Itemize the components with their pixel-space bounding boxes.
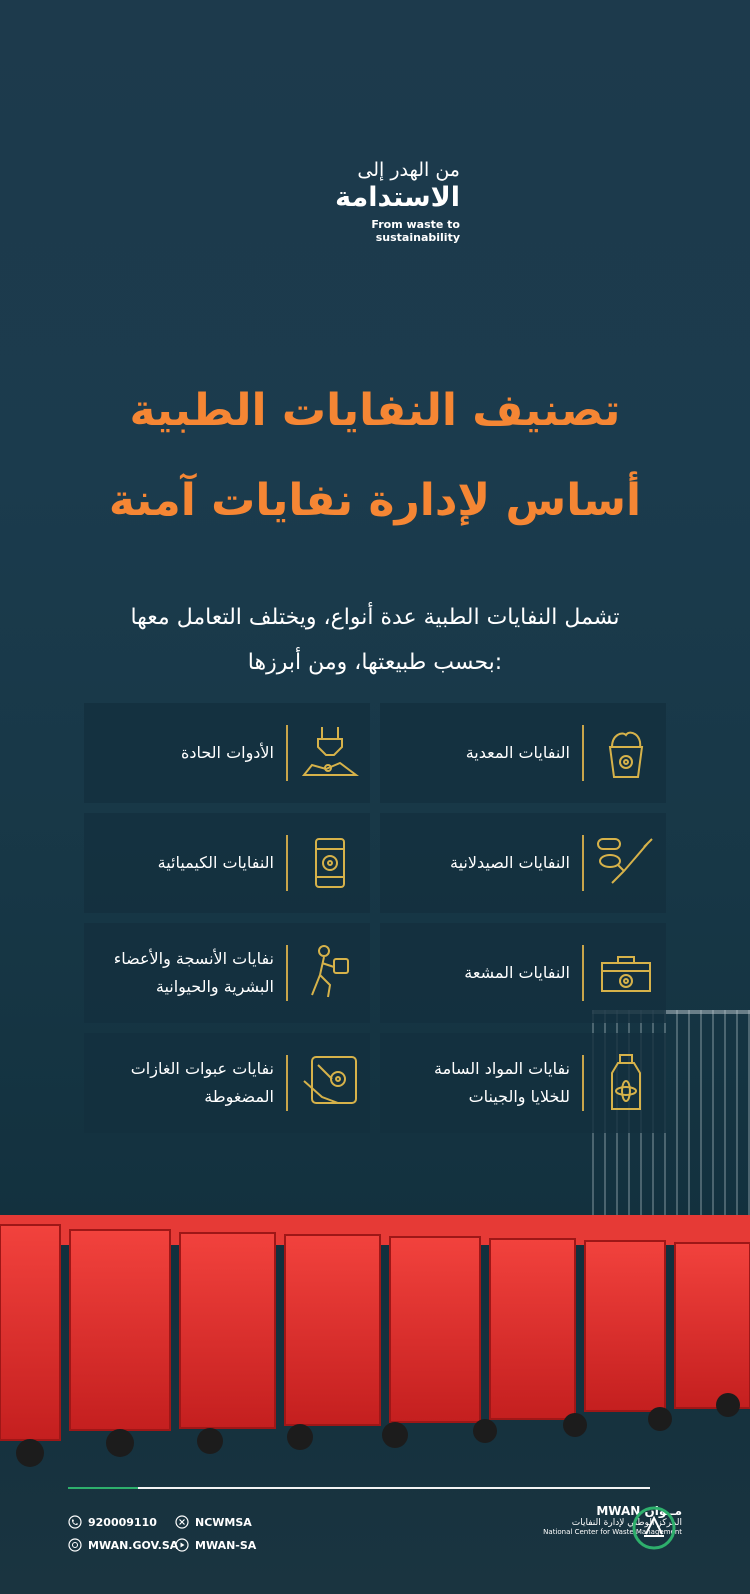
contact-phone-text: 920009110 bbox=[88, 1515, 157, 1529]
separator bbox=[286, 725, 288, 781]
biohazard-bin-icon bbox=[594, 721, 658, 785]
contact-youtube-text: MWAN-SA bbox=[195, 1538, 257, 1552]
youtube-icon bbox=[175, 1538, 189, 1552]
slogan bbox=[290, 158, 460, 244]
category-label: النفايات المعدية bbox=[465, 743, 570, 762]
category-label: نفايات عبوات الغازات المضغوطة bbox=[130, 1059, 274, 1106]
chemical-barrel-icon bbox=[298, 831, 362, 895]
radioactive-box-icon bbox=[594, 941, 658, 1005]
gas-cylinder-icon bbox=[298, 1051, 362, 1115]
category-card-gas-cylinders bbox=[84, 1033, 370, 1133]
red-bins-photo bbox=[0, 1195, 750, 1475]
carrying-person-icon bbox=[298, 941, 362, 1005]
slogan-ar-line2: الاستدامة bbox=[335, 182, 460, 213]
slogan-en: From waste to sustainability bbox=[371, 218, 460, 244]
category-card-radioactive bbox=[380, 923, 666, 1023]
category-card-sharps bbox=[84, 703, 370, 803]
intro-line1: تشمل النفايات الطبية عدة أنواع، ويختلف التعامل معها bbox=[130, 605, 620, 630]
separator bbox=[582, 945, 584, 1001]
mwan-emblem-icon bbox=[632, 1506, 676, 1550]
separator bbox=[286, 1055, 288, 1111]
separator bbox=[286, 835, 288, 891]
category-label: نفايات المواد السامة للخلايا والجينات bbox=[433, 1059, 570, 1106]
category-card-infectious bbox=[380, 703, 666, 803]
phone-icon bbox=[68, 1515, 82, 1529]
x-icon bbox=[175, 1515, 189, 1529]
separator bbox=[582, 835, 584, 891]
toxic-bottle-icon bbox=[594, 1051, 658, 1115]
separator bbox=[582, 1055, 584, 1111]
category-card-pharmaceutical bbox=[380, 813, 666, 913]
sharp-tools-icon bbox=[298, 721, 362, 785]
contact-x-text: NCWMSA bbox=[195, 1515, 252, 1529]
category-label: النفايات الصيدلانية bbox=[450, 853, 570, 872]
category-card-tissue bbox=[84, 923, 370, 1023]
category-card-cytotoxic bbox=[380, 1033, 666, 1133]
logo-mwan: MWAN مــوان bbox=[596, 1504, 682, 1518]
category-label: النفايات المشعة bbox=[464, 963, 570, 982]
category-label: النفايات الكيميائية bbox=[157, 853, 274, 872]
separator bbox=[582, 725, 584, 781]
intro-line2: بحسب طبيعتها، ومن أبرزها: bbox=[247, 650, 503, 675]
slogan-ar-line1: من الهدر إلى bbox=[357, 159, 460, 181]
title-line1: تصنيف النفايات الطبية bbox=[129, 385, 621, 436]
contact-youtube[interactable] bbox=[175, 1538, 256, 1552]
contact-website[interactable] bbox=[68, 1538, 178, 1552]
footer-divider bbox=[68, 1487, 650, 1489]
globe-icon bbox=[68, 1538, 82, 1552]
contact-website-text: MWAN.GOV.SA bbox=[88, 1538, 179, 1552]
contact-phone[interactable] bbox=[68, 1515, 157, 1529]
logo-ar-name: المركز الوطني لإدارة النفايات bbox=[571, 1518, 682, 1528]
separator bbox=[286, 945, 288, 1001]
category-card-chemical bbox=[84, 813, 370, 913]
category-label: نفايات الأنسجة والأعضاء البشرية والحيوانية bbox=[113, 949, 274, 996]
contact-x[interactable] bbox=[175, 1515, 252, 1529]
pills-syringe-icon bbox=[594, 831, 658, 895]
logo-en-name: National Center for Waste Management bbox=[543, 1528, 682, 1536]
title-line2: أساس لإدارة نفايات آمنة bbox=[108, 475, 642, 526]
category-label: الأدوات الحادة bbox=[180, 743, 274, 762]
